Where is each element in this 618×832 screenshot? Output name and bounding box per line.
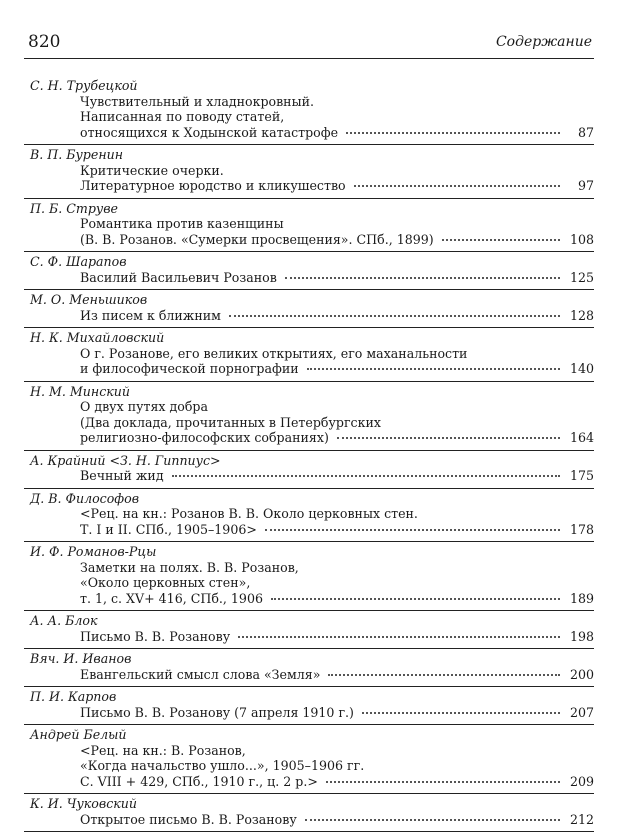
dot-leader [328, 674, 560, 676]
entry-title-line: С. VIII + 429, СПб., 1910 г., ц. 2 р.> [80, 773, 318, 789]
entry-author: Д. В. Философов [30, 490, 140, 506]
toc-entry [24, 252, 594, 290]
entry-title-line: Открытое письмо В. В. Розанову [80, 811, 297, 827]
entry-title-final-line [24, 125, 594, 141]
entry-title-line: Письмо В. В. Розанову [80, 628, 231, 644]
entry-page-number: 128 [569, 307, 594, 323]
toc-entry [24, 611, 594, 649]
entry-title-line: и философической порнографии [80, 361, 299, 376]
entry-title-line: Написанная по поводу статей, [80, 109, 285, 124]
entry-title-line: относящихся к Ходынской катастрофе [80, 124, 339, 140]
entry-page-number: 97 [577, 178, 594, 193]
entry-title-line: «Когда начальство ушло...», 1905–1906 гг. [80, 758, 365, 773]
dot-leader [346, 132, 560, 134]
entry-title-line: религиозно-философских собраниях) [80, 430, 329, 445]
entry-title-final-line [24, 361, 594, 377]
entry-title-final-line [24, 774, 594, 790]
entry-author: М. О. Меньшиков [30, 292, 148, 307]
entry-author: С. Ф. Шарапов [30, 254, 127, 269]
dot-leader [354, 185, 560, 187]
toc-entry [24, 451, 594, 489]
entry-title-line: Письмо В. В. Розанову (7 апреля 1910 г.) [80, 704, 354, 720]
dot-leader [307, 368, 560, 370]
entry-title-final-line [24, 812, 594, 828]
toc-entry [24, 542, 594, 611]
entry-title-line: Т. I и II. СПб., 1905–1906> [80, 521, 257, 537]
entry-title-line: Чувствительный и хладнокровный. [80, 93, 314, 109]
entry-page-number: 198 [569, 628, 594, 644]
table-of-contents [24, 76, 594, 832]
dot-leader [285, 277, 560, 279]
entry-author: С. Н. Трубецкой [30, 78, 138, 93]
entry-author: Андрей Белый [30, 727, 127, 742]
dot-leader [271, 598, 560, 600]
entry-page-number: 178 [569, 521, 594, 537]
entry-page-number: 209 [569, 773, 594, 789]
entry-author: А. А. Блок [30, 613, 98, 628]
entry-title-line: <Рец. на кн.: Розанов В. В. Около церковных стен. [80, 506, 418, 521]
entry-page-number: 189 [569, 590, 594, 606]
entry-page-number: 164 [569, 430, 594, 445]
entry-title-final-line [24, 430, 594, 446]
dot-leader [172, 475, 560, 477]
entry-author: Н. К. Михайловский [30, 330, 165, 345]
dot-leader [305, 819, 560, 821]
entry-title-final-line [24, 468, 594, 484]
entry-author: Н. М. Минский [30, 383, 130, 399]
toc-entry [24, 382, 594, 451]
entry-title-line: О г. Розанове, его великих открытиях, его маханальности [80, 345, 468, 361]
page-number: 820 [28, 32, 61, 52]
entry-author: Вяч. И. Иванов [30, 651, 132, 666]
entry-page-number: 175 [569, 468, 594, 483]
entry-author: В. П. Буренин [30, 147, 124, 162]
entry-title-final-line [24, 308, 594, 324]
dot-leader [229, 315, 560, 317]
entry-author: А. Крайний <З. Н. Гиппиус> [30, 452, 221, 468]
dot-leader [362, 712, 560, 714]
entry-title-line: Заметки на полях. В. В. Розанов, [80, 559, 299, 575]
dot-leader [326, 781, 560, 783]
toc-entry [24, 489, 594, 543]
entry-title-final-line [24, 629, 594, 645]
entry-title-final-line [24, 667, 594, 683]
entry-title-line: О двух путях добра [80, 399, 208, 414]
toc-entry [24, 725, 594, 794]
entry-title-line: Василий Васильевич Розанов [80, 269, 277, 285]
dot-leader [442, 239, 560, 241]
toc-entry [24, 687, 594, 725]
toc-entry [24, 649, 594, 687]
entry-title-line: Критические очерки. [80, 162, 224, 178]
entry-title-line: Евангельский смысл слова «Земля» [80, 666, 321, 682]
toc-entry [24, 76, 594, 145]
entry-title-final-line [24, 270, 594, 286]
entry-title-line: «Около церковных стен», [80, 575, 251, 590]
entry-title-line: т. 1, с. XV+ 416, СПб., 1906 [80, 590, 263, 606]
entry-page-number: 207 [569, 704, 594, 720]
entry-title-line: Литературное юродство и кликушество [80, 178, 346, 193]
entry-author: П. И. Карпов [30, 689, 117, 704]
entry-author: К. И. Чуковский [30, 796, 138, 811]
dot-leader [238, 636, 560, 638]
toc-entry [24, 290, 594, 328]
entry-page-number: 200 [569, 666, 594, 682]
entry-page-number: 87 [577, 124, 594, 140]
entry-page-number: 140 [569, 361, 594, 376]
toc-entry [24, 145, 594, 199]
entry-title-final-line [24, 232, 594, 248]
dot-leader [265, 529, 560, 531]
dot-leader [337, 437, 560, 439]
entry-title-final-line [24, 522, 594, 538]
entry-page-number: 108 [569, 231, 594, 247]
entry-page-number: 125 [569, 269, 594, 285]
entry-title-line: Вечный жид [80, 468, 164, 483]
entry-title-line: (Два доклада, прочитанных в Петербургских [80, 414, 381, 430]
toc-entry [24, 328, 594, 382]
page-header [24, 32, 594, 59]
entry-author: И. Ф. Романов-Рцы [30, 544, 157, 559]
entry-title-line: Романтика против казенщины [80, 216, 284, 231]
entry-page-number: 212 [569, 811, 594, 827]
entry-title-final-line [24, 178, 594, 194]
toc-entry [24, 199, 594, 253]
entry-title-line: (В. В. Розанов. «Сумерки просвещения». СПб., 1899) [80, 231, 434, 247]
entry-author: П. Б. Струве [30, 200, 118, 216]
running-title: Содержание [495, 34, 592, 50]
entry-title-final-line [24, 705, 594, 721]
entry-title-line: Из писем к ближним [80, 307, 221, 323]
entry-title-final-line [24, 591, 594, 607]
entry-title-line: <Рец. на кн.: В. Розанов, [80, 742, 246, 758]
